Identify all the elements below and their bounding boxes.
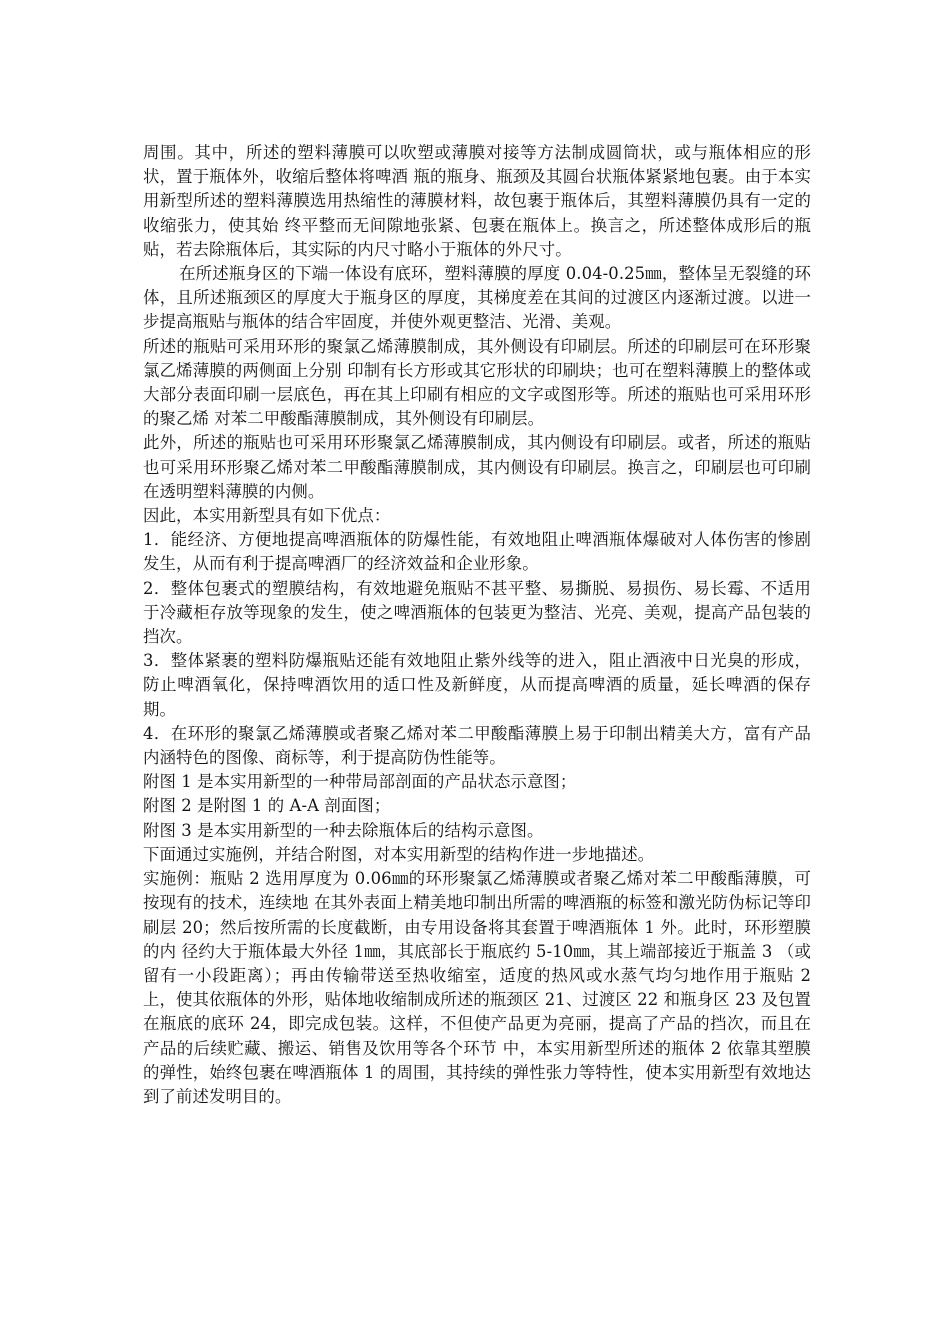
figure-caption-2: 附图 2 是附图 1 的 A-A 剖面图； bbox=[143, 796, 391, 816]
paragraph-inner-print-layer: 此外，所述的瓶贴也可采用环形聚氯乙烯薄膜制成，其内侧设有印刷层。或者，所述的瓶贴也可采用环形聚乙烯对苯二甲酸酯薄膜制成，其内侧设有印刷层。换言之，印刷层也可印刷在透明塑料薄膜的内侧。 bbox=[143, 433, 811, 501]
list-item-advantage-3: 3．整体紧裹的塑料防爆瓶贴还能有效地阻止紫外线等的进入，阻止酒液中日光臭的形成，防止啤酒氧化，保持啤酒饮用的适口性及新鲜度，从而提高啤酒的质量，延长啤酒的保存期。 bbox=[143, 651, 811, 719]
list-item-advantage-1: 1．能经济、方便地提高啤酒瓶体的防爆性能，有效地阻止啤酒瓶体爆破对人体伤害的惨剧发生，从而有利于提高啤酒厂的经济效益和企业形象。 bbox=[143, 530, 811, 574]
document-body bbox=[143, 141, 811, 1109]
list-item-advantage-4: 4．在环形的聚氯乙烯薄膜或者聚乙烯对苯二甲酸酯薄膜上易于印制出精美大方，富有产品内涵特色的图像、商标等，利于提高防伪性能等。 bbox=[143, 723, 811, 768]
figure-caption-3: 附图 3 是本实用新型的一种去除瓶体后的结构示意图。 bbox=[143, 820, 544, 840]
paragraph-bottom-ring: 在所述瓶身区的下端一体设有底环，塑料薄膜的厚度 0.04-0.25㎜，整体呈无裂缝的环体，且所述瓶颈区的厚度大于瓶身区的厚度，其梯度差在其间的过渡区内逐渐过渡。以进一步提高瓶贴与瓶体的结合牢固度，并使外观更整洁、光滑、美观。 bbox=[143, 264, 811, 332]
paragraph-advantages-heading: 因此，本实用新型具有如下优点： bbox=[143, 506, 391, 526]
paragraph-intro: 周围。其中，所述的塑料薄膜可以吹塑或薄膜对接等方法制成圆筒状，或与瓶体相应的形状，置于瓶体外，收缩后整体将啤酒 瓶的瓶身、瓶颈及其圆台状瓶体紧紧地包裹。由于本实用新型所述的塑料薄膜选用热缩性的薄膜材料，故包裹于瓶体后，其塑料薄膜仍具有一定的收缩张力，使其始 终平整而无间隙地张紧、包裹在瓶体上。换言之，所述整体成形后的瓶贴，若去除瓶体后，其实际的内尺寸略小于瓶体的外尺寸。 bbox=[143, 143, 811, 259]
list-item-advantage-2: 2．整体包裹式的塑膜结构，有效地避免瓶贴不甚平整、易撕脱、易损伤、易长霉、不适用于冷藏柜存放等现象的发生，使之啤酒瓶体的包装更为整洁、光亮、美观，提高产品包装的挡次。 bbox=[143, 578, 811, 647]
paragraph-embodiment: 实施例：瓶贴 2 选用厚度为 0.06㎜的环形聚氯乙烯薄膜或者聚乙烯对苯二甲酸酯薄膜，可按现有的技术，连续地 在其外表面上精美地印制出所需的啤酒瓶的标签和激光防伪标记等印刷层 20；然后按所需的长度截断，由专用设备将其套置于啤酒瓶体 1 外。此时，环形塑膜的内 径约大于瓶体最大外径 1㎜，其底部长于瓶底约 5-10㎜，其上端部接近于瓶盖 3 （或留有一小段距离）；再由传输带送至热收缩室，适度的热风或水蒸气均匀地作用于瓶贴 2 上，使其依瓶体的外形，贴体地收缩制成所述的瓶颈区 21、过渡区 22 和瓶身区 23 及包置在瓶底的底环 24，即完成包装。这样，不但使产品更为亮丽，提高了产品的挡次，而且在产品的后续贮藏、搬运、销售及饮用等各个环节 中，本实用新型所述的瓶体 2 依靠其塑膜的弹性，始终包裹在啤酒瓶体 1 的周围，其持续的弹性张力等特性，使本实用新型有效地达到了前述发明目的。 bbox=[143, 869, 811, 1106]
figure-caption-1: 附图 1 是本实用新型的一种带局部剖面的产品状态示意图； bbox=[143, 772, 577, 792]
paragraph-outer-print-layer: 所述的瓶贴可采用环形的聚氯乙烯薄膜制成，其外侧设有印刷层。所述的印刷层可在环形聚氯乙烯薄膜的两侧面上分别 印制有长方形或其它形状的印刷块；也可在塑料薄膜上的整体或大部分表面印刷一层底色，再在其上印刷有相应的文字或图形等。所述的瓶贴也可采用环形的聚乙烯 对苯二甲酸酯薄膜制成，其外侧设有印刷层。 bbox=[143, 336, 811, 429]
paragraph-description-intro: 下面通过实施例，并结合附图，对本实用新型的结构作进一步地描述。 bbox=[143, 844, 655, 864]
